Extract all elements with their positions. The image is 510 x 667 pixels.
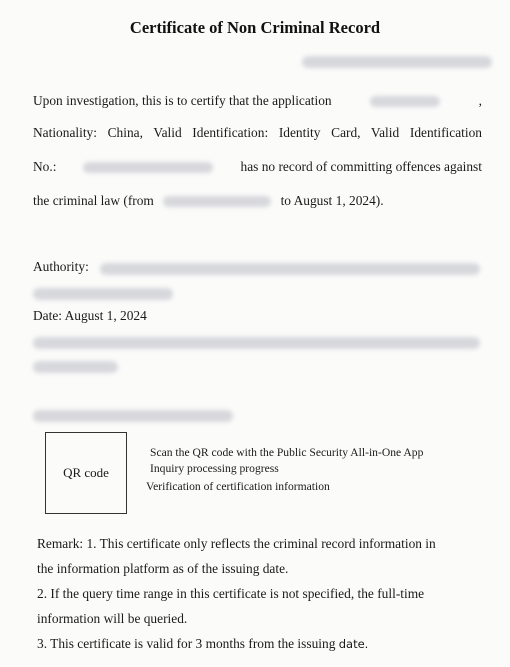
remark-line-3: 2. If the query time range in this certificate is not specified, the full-time <box>37 586 425 601</box>
redacted-authority-1 <box>100 263 480 275</box>
certificate-title: Certificate of Non Criminal Record <box>129 18 381 37</box>
remark-line-4: information will be queried. <box>37 611 188 626</box>
redacted-applicant-name <box>370 96 440 107</box>
remark-line-5-main: 3. This certificate is valid for 3 months from the issuing <box>37 636 336 651</box>
qr-instruction-line-1: Scan the QR code with the Public Security All-in-One App <box>150 446 424 459</box>
redacted-certificate-number <box>302 56 492 68</box>
qr-code-label: QR code <box>63 465 109 480</box>
body-line-1-end: , <box>478 93 482 108</box>
issue-date: Date: August 1, 2024 <box>33 308 147 323</box>
redacted-issuer-1 <box>33 337 480 349</box>
qr-code-box <box>45 432 127 514</box>
redacted-authority-2 <box>33 288 173 300</box>
qr-instruction-line-3: Verification of certification information <box>146 480 330 493</box>
body-line-3-end: has no record of committing offences against <box>240 159 482 174</box>
redacted-start-date <box>163 196 271 207</box>
body-line-2: Nationality: China, Valid Identification: Identity Card, Valid Identification <box>33 125 482 140</box>
body-line-4-end: to August 1, 2024). <box>280 193 384 208</box>
remark-line-5-tail: date. <box>338 637 369 651</box>
redacted-id-number <box>83 162 213 173</box>
body-line-4 <box>33 193 384 209</box>
remark-line-5 <box>37 636 368 652</box>
remark-line-1: Remark: 1. This certificate only reflects the criminal record information in <box>37 536 436 551</box>
body-line-1-start: Upon investigation, this is to certify that the application <box>33 93 332 108</box>
authority-label: Authority: <box>33 259 89 274</box>
body-line-3-start: No.: <box>33 159 57 174</box>
remark-line-2: the information platform as of the issuing date. <box>37 561 289 576</box>
qr-instruction-line-2: Inquiry processing progress <box>150 462 279 475</box>
redacted-serial-number <box>33 410 233 422</box>
body-line-4-start: the criminal law (from <box>33 193 154 208</box>
body-line-1 <box>33 93 482 109</box>
redacted-issuer-2 <box>33 361 118 373</box>
body-line-3 <box>33 159 482 175</box>
